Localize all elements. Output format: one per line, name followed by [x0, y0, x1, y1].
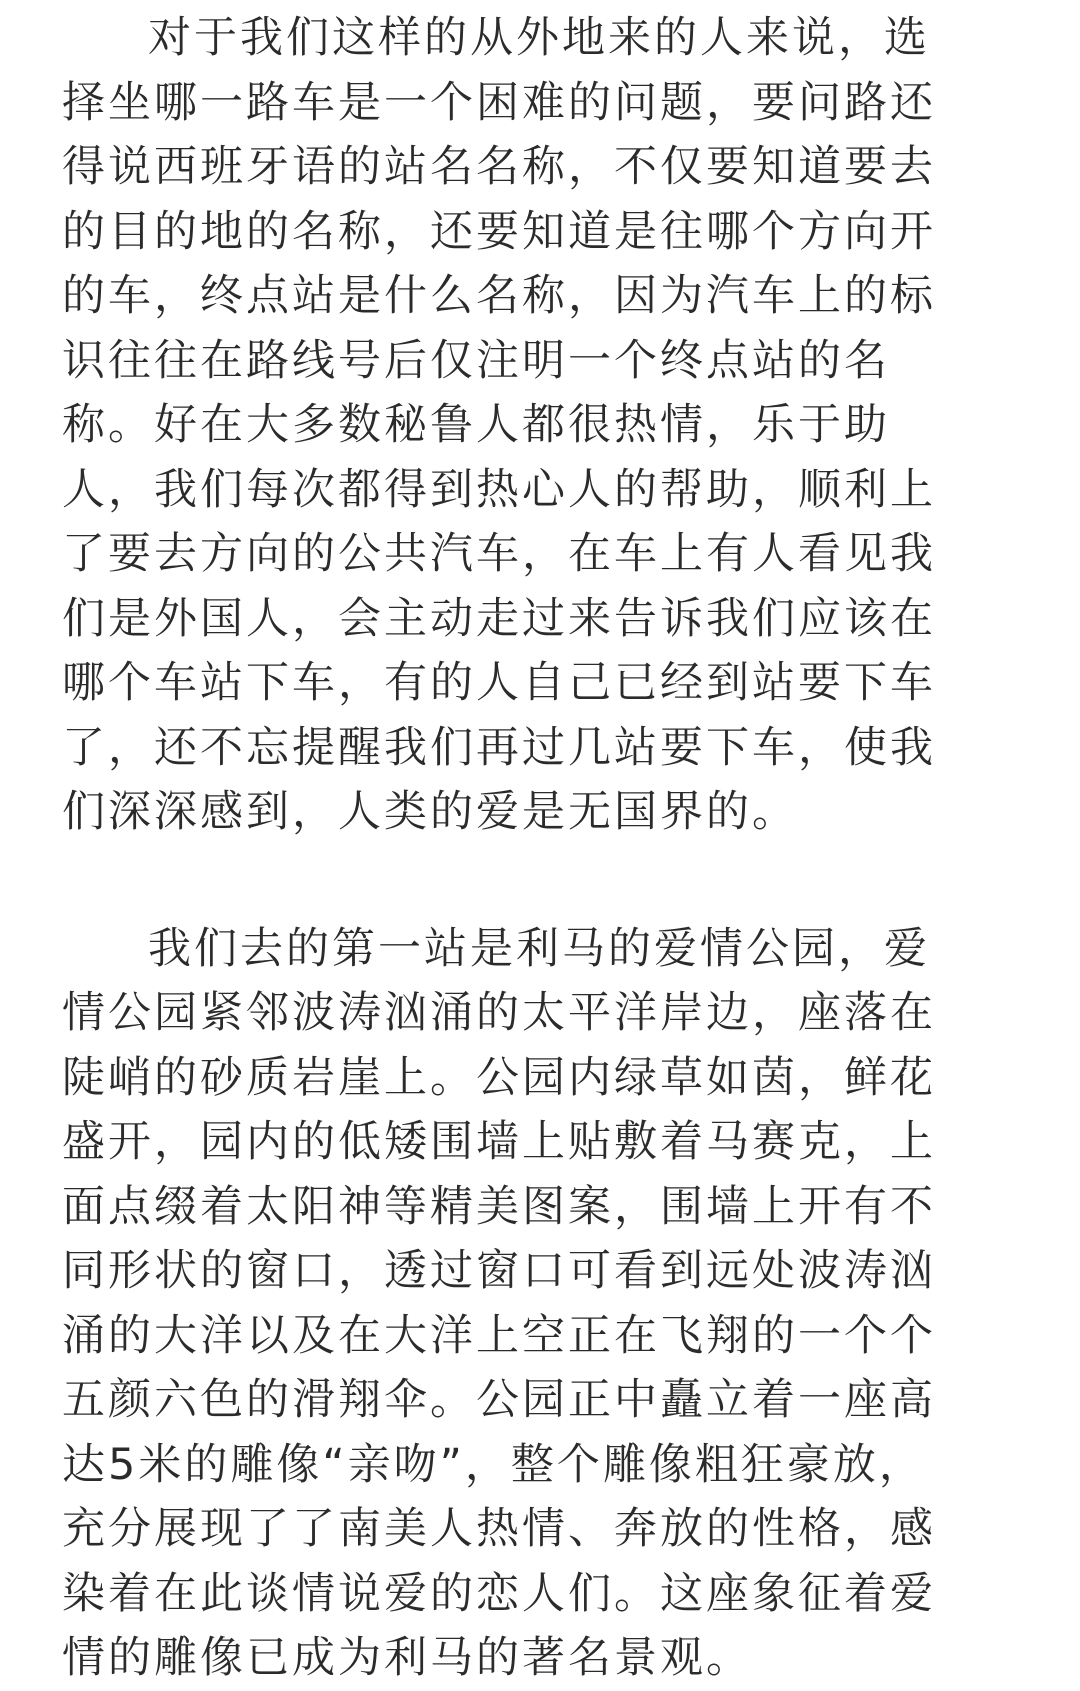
text-line: 们深深感到，人类的爱是无国界的。: [62, 787, 798, 837]
text-line: 充分展现了了南美人热情、奔放的性格，感: [62, 1504, 936, 1554]
paragraph-1: [62, 6, 1022, 845]
text-line: 们是外国人，会主动走过来告诉我们应该在: [62, 593, 936, 644]
text-line: 面点缀着太阳神等精美图案，围墙上开有不: [62, 1181, 936, 1232]
text-line: 盛开，园内的低矮围墙上贴敷着马赛克，上: [62, 1117, 936, 1167]
text-line: 达5米的雕像“亲吻”，整个雕像粗狂豪放，: [62, 1439, 925, 1490]
paragraph-spacer: [62, 845, 1022, 917]
text-line: 的目的地的名称，还要知道是往哪个方向开: [62, 206, 936, 257]
text-line: 哪个车站下车，有的人自己已经到站要下车: [62, 658, 936, 708]
text-line: 五颜六色的滑翔伞。公园正中矗立着一座高: [62, 1375, 936, 1425]
text-line: 称。好在大多数秘鲁人都很热情，乐于助: [62, 400, 890, 450]
text-line: 同形状的窗口，透过窗口可看到远处波涛汹: [62, 1246, 936, 1296]
text-line: 情的雕像已成为利马的著名景观。: [62, 1633, 752, 1683]
text-line: 择坐哪一路车是一个困难的问题，要问路还: [62, 77, 936, 128]
text-line: 对于我们这样的从外地来的人来说，选: [148, 13, 930, 63]
text-line: 的车，终点站是什么名称，因为汽车上的标: [62, 271, 936, 321]
text-line: 情公园紧邻波涛汹涌的太平洋岸边，座落在: [62, 988, 936, 1038]
article-body: [62, 6, 1022, 1691]
text-line: 涌的大洋以及在大洋上空正在飞翔的一个个: [62, 1310, 936, 1361]
text-line: 得说西班牙语的站名名称，不仅要知道要去: [62, 142, 936, 192]
text-line: 我们去的第一站是利马的爱情公园，爱: [148, 923, 930, 974]
text-line: 识往往在路线号后仅注明一个终点站的名: [62, 335, 890, 386]
text-line: 染着在此谈情说爱的恋人们。这座象征着爱: [62, 1568, 936, 1619]
text-line: 了，还不忘提醒我们再过几站要下车，使我: [62, 722, 936, 773]
text-line: 人，我们每次都得到热心人的帮助，顺利上: [62, 464, 936, 515]
text-line: 陡峭的砂质岩崖上。公园内绿草如茵，鲜花: [62, 1052, 936, 1103]
paragraph-2: [62, 917, 1022, 1691]
text-line: 了要去方向的公共汽车，在车上有人看见我: [62, 529, 936, 579]
